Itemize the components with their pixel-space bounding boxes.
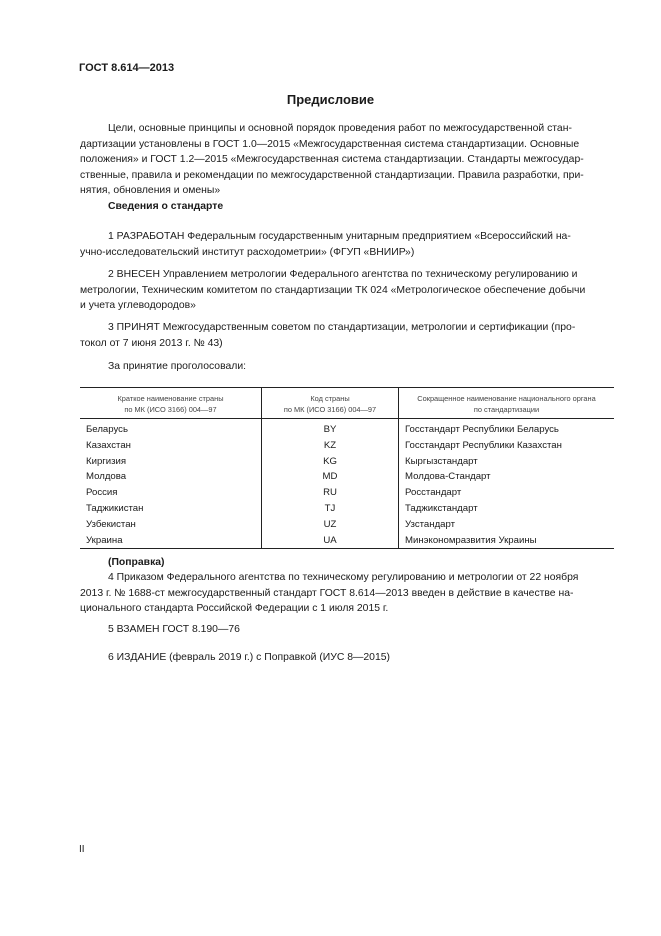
item-line: учно-исследовательский институт расходометрии» (ФГУП «ВНИИР»): [80, 246, 415, 258]
table-row: [80, 501, 614, 517]
vote-intro: За принятие проголосовали:: [108, 361, 247, 372]
header-line: Код страны: [310, 394, 350, 403]
item-3: [80, 320, 615, 351]
code-cell: KG: [262, 454, 399, 470]
section-heading: Сведения о стандарте: [108, 201, 224, 212]
page-title: Предисловие: [286, 92, 375, 107]
table-row: [80, 438, 614, 454]
code-cell: BY: [262, 419, 399, 438]
item-line: 3 ПРИНЯТ Межгосударственным советом по стандартизации, метрологии и сертификации (про-: [108, 322, 576, 333]
code-cell: UZ: [262, 517, 399, 533]
intro-paragraph: [80, 121, 615, 199]
column-header-code: [262, 388, 399, 419]
country-cell: Молдова: [86, 471, 127, 483]
table-row: [80, 419, 614, 438]
item-6: 6 ИЗДАНИЕ (февраль 2019 г.) с Поправкой (ИУС 8—2015): [108, 652, 390, 663]
item-line: 4 Приказом Федерального агентства по техническому регулированию и метрологии от 22 ноября: [108, 572, 579, 583]
authority-cell: Узстандарт: [399, 517, 615, 533]
table-row: [80, 533, 614, 549]
header-line: Сокращенное наименование национального органа: [417, 394, 596, 403]
authority-cell: Кыргызстандарт: [399, 454, 615, 470]
item-2: [80, 267, 615, 314]
intro-line: Цели, основные принципы и основной порядок проведения работ по межгосударственной стан-: [108, 123, 572, 134]
authority-cell: Росстандарт: [399, 485, 615, 501]
country-cell: Киргизия: [86, 455, 127, 467]
table-header-row: [80, 388, 614, 419]
item-line: 1 РАЗРАБОТАН Федеральным государственным унитарным предприятием «Всероссийский на-: [108, 231, 571, 242]
country-cell: Беларусь: [86, 424, 128, 435]
code-cell: RU: [262, 485, 399, 501]
header-line: по МК (ИСО 3166) 004—97: [283, 405, 377, 414]
country-cell: Украина: [80, 533, 262, 549]
table-row: [80, 469, 614, 485]
item-1: [80, 229, 615, 260]
country-cell: Узбекистан: [86, 518, 136, 530]
item-5: 5 ВЗАМЕН ГОСТ 8.190—76: [108, 624, 240, 635]
code-cell: UA: [262, 533, 399, 549]
country-cell: Казахстан: [86, 439, 131, 451]
table-row: [80, 454, 614, 470]
code-cell: MD: [262, 469, 399, 485]
authority-cell: Молдова-Стандарт: [399, 469, 615, 485]
country-cell: Таджикистан: [86, 502, 144, 514]
item-4: [80, 570, 615, 617]
intro-line: нятия, обновления и омены»: [80, 185, 221, 196]
intro-line: дартизации установлены в ГОСТ 1.0—2015 «Межгосударственная система стандартизации. Основные: [80, 138, 580, 150]
item-line: метрологии, Техническим комитетом по стандартизации ТК 024 «Метрологическое обеспечение добычи: [80, 284, 586, 296]
item-line: 2 ВНЕСЕН Управлением метрологии Федерального агентства по техническому регулированию и: [108, 269, 578, 280]
header-line: по стандартизации: [473, 405, 540, 414]
header-line: по МК (ИСО 3166) 004—97: [124, 405, 217, 414]
document-code-header: ГОСТ 8.614—2013: [79, 62, 175, 74]
header-line: Краткое наименование страны: [117, 394, 224, 403]
item-line: и учета углеводородов»: [80, 300, 196, 311]
member-states-table: [80, 387, 614, 549]
authority-cell: Госстандарт Республики Беларусь: [399, 419, 615, 438]
authority-cell: Госстандарт Республики Казахстан: [399, 438, 615, 454]
table-row: [80, 485, 614, 501]
item-line: ционального стандарта Российской Федерации с 1 июля 2015 г.: [80, 603, 389, 614]
code-cell: KZ: [262, 438, 399, 454]
column-header-authority: [399, 388, 615, 419]
country-cell: Россия: [86, 487, 118, 499]
item-line: 2013 г. № 1688-ст межгосударственный стандарт ГОСТ 8.614—2013 введен в действие в качестве на-: [80, 587, 574, 599]
item-line: токол от 7 июня 2013 г. № 43): [80, 337, 223, 349]
code-cell: TJ: [262, 501, 399, 517]
authority-cell: Минэкономразвития Украины: [399, 533, 615, 549]
amendment-label: (Поправка): [108, 557, 165, 568]
column-header-country: [80, 388, 262, 419]
table-row: [80, 517, 614, 533]
page-number: II: [79, 844, 85, 855]
authority-cell: Таджикстандарт: [399, 501, 615, 517]
intro-line: положения» и ГОСТ 1.2—2015 «Межгосударственная система стандартизации. Стандарты межгосудар-: [80, 154, 584, 165]
intro-line: ственные, правила и рекомендации по межгосударственной стандартизации. Правила разработки, при-: [80, 169, 584, 181]
